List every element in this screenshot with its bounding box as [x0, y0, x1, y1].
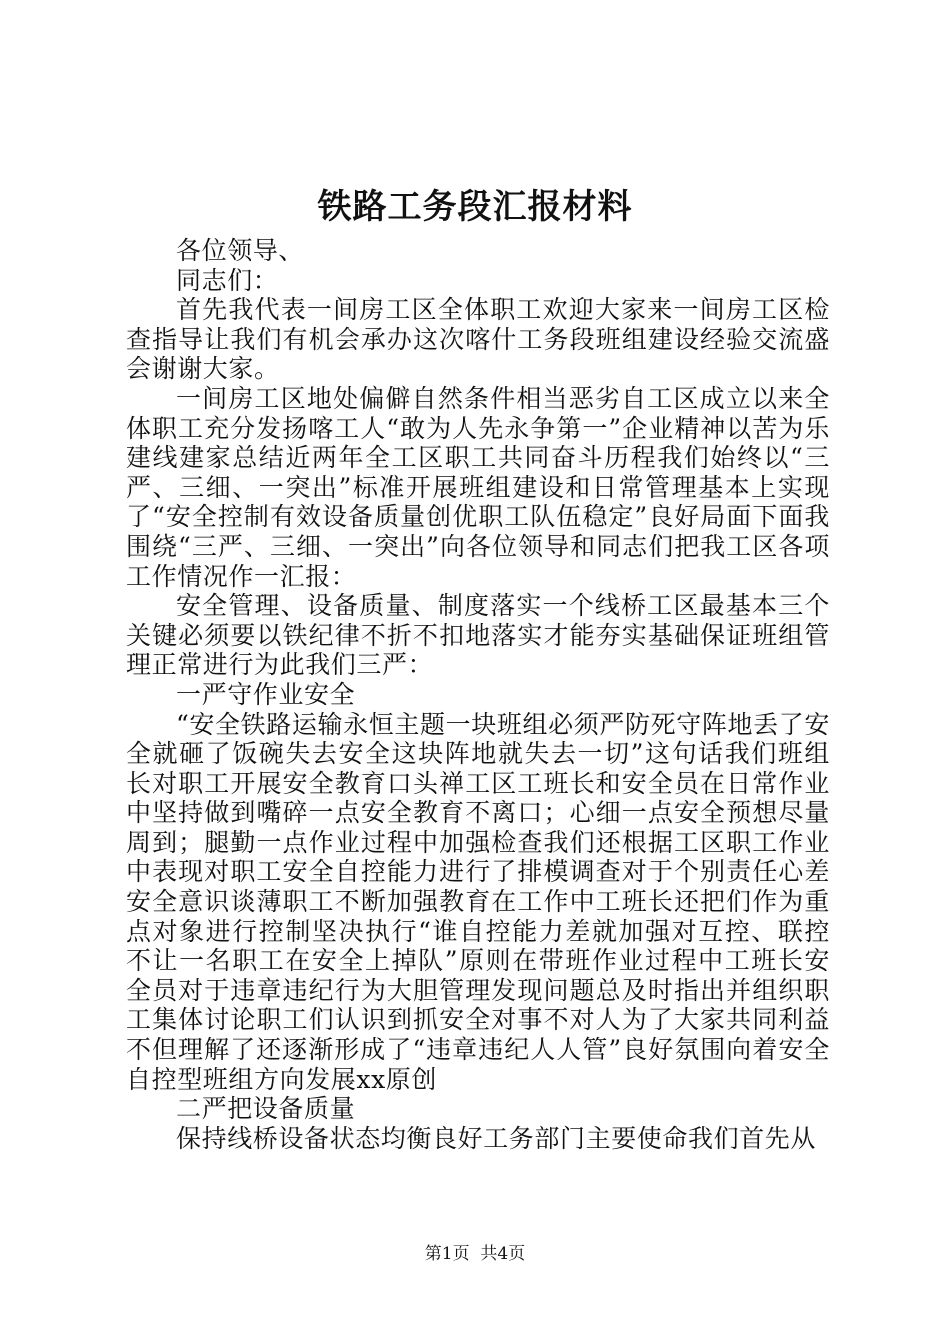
paragraph-safety: “安全铁路运输永恒主题一块班组必须严防死守阵地丢了安全就砸了饭碗失去安全这块阵地就失去一切”这句话我们班组长对职工开展安全教育口头禅工区工班长和安全员在日常作业中坚持做到嘴碎一点安全教育不离口；心细一点安全预想尽量周到；腿勤一点作业过程中加强检查我们还根据工区职工作业中表现对职工安全自控能力进行了排模调查对于个别责任心差安全意识谈薄职工不断加强教育在工作中工班长还把们作为重点对象进行控制坚决执行“谁自控能力差就加强对互控、联控不让一名职工在安全上掉队”原则在带班作业过程中工班长安全员对于违章违纪行为大胆管理发现问题总及时指出并组织职工集体讨论职工们认识到抓安全对事不对人为了大家共同利益不但理解了还逐渐形成了“违章违纪人人管”良好氛围向着安全自控型班组方向发展xx原创 [126, 709, 830, 1094]
salutation-line-2: 同志们： [176, 265, 279, 295]
paragraph-equipment: 保持线桥设备状态均衡良好工务部门主要使命我们首先从 [176, 1123, 817, 1153]
section-heading-2: 二严把设备质量 [176, 1094, 356, 1124]
salutation-line-1: 各位领导、 [176, 236, 305, 265]
paragraph-background: 一间房工区地处偏僻自然条件相当恶劣自工区成立以来全体职工充分发扬喀工人“敢为人先永争第一”企业精神以苦为乐建线建家总结近两年全工区职工共同奋斗历程我们始终以“三严、三细、一突出”标准开展班组建设和日常管理基本上实现了“安全控制有效设备质量创优职工队伍稳定”良好局面下面我围绕“三严、三细、一突出”向各位领导和同志们把我工区各项工作情况作一汇报： [126, 383, 830, 591]
page-number: 第1页 [424, 1244, 470, 1264]
page-total: 共4页 [480, 1244, 526, 1264]
paragraph-three-strict: 安全管理、设备质量、制度落实一个线桥工区最基本三个关键必须要以铁纪律不折不扣地落实才能夯实基础保证班组管理正常进行为此我们三严： [126, 591, 830, 680]
paragraph-opening: 首先我代表一间房工区全体职工欢迎大家来一间房工区检查指导让我们有机会承办这次喀什工务段班组建设经验交流盛会谢谢大家。 [126, 295, 830, 384]
document-body [126, 236, 830, 1153]
section-heading-1: 一严守作业安全 [176, 679, 356, 709]
document-title: 铁路工务段汇报材料 [317, 187, 633, 227]
page-footer [0, 1242, 950, 1266]
